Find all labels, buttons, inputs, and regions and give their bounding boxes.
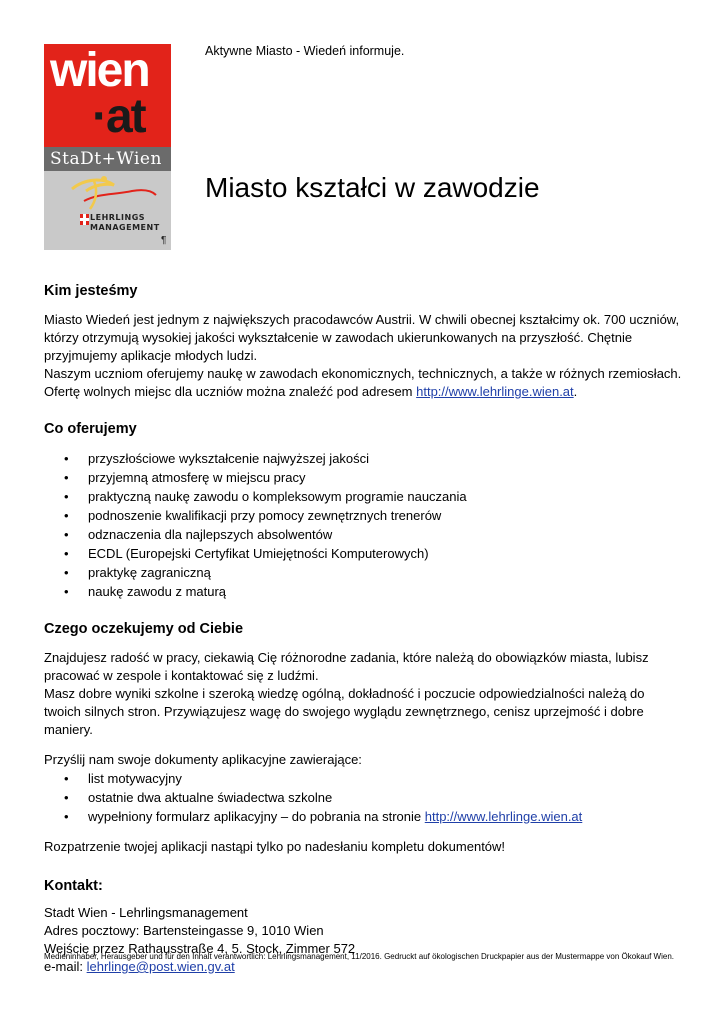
- email-label: e-mail:: [44, 959, 87, 974]
- list-item: • naukę zawodu z maturą: [44, 582, 684, 601]
- kim-p2-end: .: [573, 384, 578, 399]
- logo-wien-text: wien: [50, 44, 149, 97]
- list-item: • przyszłościowe wykształcenie najwyższej jakości: [44, 449, 684, 468]
- email-link[interactable]: lehrlinge@post.wien.gv.at: [86, 959, 235, 974]
- header-line: Aktywne Miasto - Wiedeń informuje.: [205, 44, 405, 58]
- main-content: [44, 281, 684, 976]
- logo-red-block: [44, 44, 171, 147]
- section-kim: [44, 281, 684, 401]
- kontakt-line-3: Wejście przez Rathausstraße 4, 5. Stock, Zimmer 572: [44, 941, 356, 956]
- swoosh-figure-icon: [44, 171, 171, 213]
- logo-at-text: ·at: [92, 90, 145, 143]
- kim-paragraph-1: Miasto Wiedeń jest jednym z największych pracodawców Austrii. W chwili obecnej kształcimy ok. 700 uczniów, którzy otrzymują wysokiej jakości wykształcenie w zawodach ukierunkowanych na przyszłość. Chętnie przyjmujemy aplikacje młodych ludzi.: [44, 312, 680, 363]
- wien-at-logo: [44, 44, 171, 250]
- pilcrow-mark: ¶: [161, 235, 167, 246]
- logo-management-line: MANAGEMENT: [90, 223, 160, 232]
- heading-oczekujemy: Czego oczekujemy od Ciebie: [44, 621, 244, 637]
- oczekujemy-paragraph-2: Masz dobre wyniki szkolne i szeroką wiedzę ogólną, dokładność i poczucie odpowiedzialności należą do twoich silnych stron. Przywiązujesz wagę do swojego wyglądu zewnętrznego, cenisz uprzejmość i dobre maniery.: [44, 686, 645, 737]
- logo-stadt-band: [44, 147, 171, 171]
- footer-note: Medieninhaber, Herausgeber und für den Inhalt verantwortlich: Lehrlingsmanagement, 11/2016. Gedruckt auf ökologischen Druckpapier aus der Mustermappe von Ökokauf Wien.: [44, 952, 674, 961]
- heading-oferujemy: Co oferujemy: [44, 421, 137, 437]
- heading-kim: Kim jesteśmy: [44, 283, 138, 299]
- list-item: • odznaczenia dla najlepszych absolwentów: [44, 525, 684, 544]
- oczekujemy-paragraph-3: Przyślij nam swoje dokumenty aplikacyjne zawierające:: [44, 752, 362, 767]
- kim-paragraph-2: [44, 365, 684, 401]
- list-item: • przyjemną atmosferę w miejscu pracy: [44, 468, 684, 487]
- page-title: Miasto kształci w zawodzie: [205, 172, 540, 203]
- list-item-text: wypełniony formularz aplikacyjny – do pobrania na stronie: [88, 809, 425, 824]
- section-oczekujemy: [44, 619, 684, 856]
- kontakt-line-2: Adres pocztowy: Bartensteingasse 9, 1010 Wien: [44, 923, 324, 938]
- list-item: • podnoszenie kwalifikacji przy pomocy zewnętrznych trenerów: [44, 506, 684, 525]
- documents-list: [44, 769, 684, 826]
- oczekujemy-paragraph-4: Rozpatrzenie twojej aplikacji nastąpi tylko po nadesłaniu kompletu dokumentów!: [44, 839, 506, 854]
- list-item: • praktyczną naukę zawodu o kompleksowym programie nauczania: [44, 487, 684, 506]
- list-item: • list motywacyjny: [44, 769, 684, 788]
- section-oferujemy: [44, 419, 684, 601]
- oczekujemy-paragraph-1: Znajdujesz radość w pracy, ciekawią Cię różnorodne zadania, które należą do obowiązków miasta, lubisz pracować w zespole i kontaktować się z ludźmi.: [44, 650, 649, 683]
- list-item: [44, 807, 684, 826]
- lehrlinge-link[interactable]: http://www.lehrlinge.wien.at: [424, 809, 583, 824]
- logo-stadt-text: StaDt+Wien: [50, 149, 162, 169]
- lehrlinge-link[interactable]: http://www.lehrlinge.wien.at: [416, 384, 574, 399]
- kontakt-line-1: Stadt Wien - Lehrlingsmanagement: [44, 905, 248, 920]
- list-item: • ECDL (Europejski Certyfikat Umiejętności Komputerowych): [44, 544, 684, 563]
- list-item: • praktykę zagraniczną: [44, 563, 684, 582]
- offer-list: [44, 449, 684, 601]
- heading-kontakt: Kontakt:: [44, 878, 103, 894]
- list-item: • ostatnie dwa aktualne świadectwa szkolne: [44, 788, 684, 807]
- logo-lehrlings-text: [90, 213, 160, 233]
- kim-p2-text: Naszym uczniom oferujemy naukę w zawodach ekonomicznych, technicznych, a także w różnych rzemiosłach. Ofertę wolnych miejsc dla uczniów można znaleźć pod adresem: [44, 366, 682, 399]
- logo-lehrlings-line: LEHRLINGS: [90, 213, 146, 222]
- vienna-shield-icon: [80, 214, 89, 225]
- logo-lehrlings-block: [44, 171, 171, 250]
